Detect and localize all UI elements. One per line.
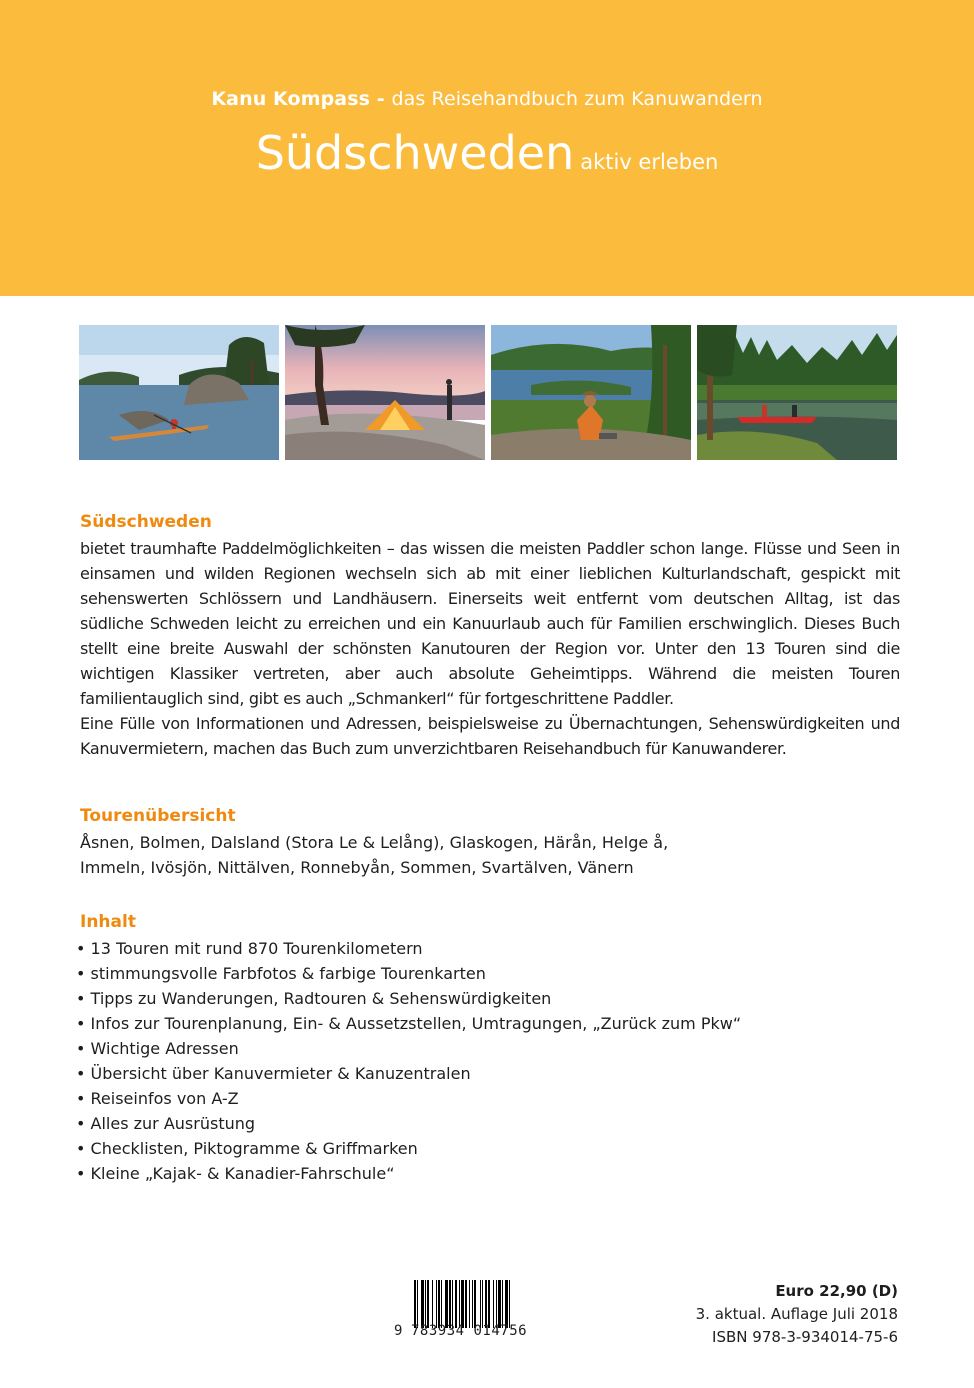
list-item: • Übersicht über Kanuvermieter & Kanuzentralen	[76, 1061, 896, 1086]
list-item: • Kleine „Kajak- & Kanadier-Fahrschule“	[76, 1161, 896, 1186]
intro-paragraph-2: Eine Fülle von Informationen und Adressen, beispielsweise zu Übernachtungen, Sehenswürdigkeiten und Kanuvermietern, machen das Buch zum unverzichtbaren Reisehandbuch für Kanuwanderer.	[80, 714, 900, 758]
book-title-main: Südschweden	[255, 126, 575, 180]
tours-line-2: Immeln, Ivösjön, Nittälven, Ronnebyån, Sommen, Svartälven, Vänern	[80, 858, 634, 877]
series-subtitle	[0, 88, 974, 110]
list-item: • Alles zur Ausrüstung	[76, 1111, 896, 1136]
contents-list	[76, 936, 896, 1186]
price-block	[696, 1280, 898, 1349]
intro-paragraph-1: bietet traumhafte Paddelmöglichkeiten – das wissen die meisten Paddler schon lange. Flüsse und Seen in einsamen und wilden Regionen wechseln sich ab mit einer lieblichen Kulturlandschaft, gespickt mit sehenswerten Schlössern und Landhäusern. Einerseits weit entfernt vom deutschen Alltag, ist das südliche Schweden leicht zu erreichen und ein Kanuurlaub auch für Familien erschwinglich. Dieses Buch stellt eine breite Auswahl der schönsten Kanutouren der Region vor. Unter den 13 Touren sind die wichtigen Klassiker vertreten, aber auch absolute Geheimtipps. Während die meisten Touren familientauglich sind, gibt es auch „Schmankerl“ für fortgeschrittene Paddler.	[80, 539, 900, 708]
book-title-tagline: aktiv erleben	[580, 150, 719, 174]
list-item: • stimmungsvolle Farbfotos & farbige Tourenkarten	[76, 961, 896, 986]
edition-label: 3. aktual. Auflage Juli 2018	[695, 1305, 898, 1323]
kayak-on-lake-photo	[79, 325, 279, 460]
price-label: Euro 22,90 (D)	[775, 1282, 898, 1300]
series-dash: -	[370, 88, 392, 110]
photo-strip	[79, 325, 899, 460]
barcode-bars	[414, 1280, 564, 1328]
list-item: • Infos zur Tourenplanung, Ein- & Aussetzstellen, Umtragungen, „Zurück zum Pkw“	[76, 1011, 896, 1036]
barcode-digits: 783934 014756	[411, 1323, 528, 1339]
series-tagline: das Reisehandbuch zum Kanuwandern	[391, 88, 763, 110]
book-title	[0, 126, 974, 180]
tours-list	[80, 830, 900, 880]
isbn-barcode	[394, 1280, 570, 1346]
hiker-overlooking-lake-photo	[491, 325, 691, 460]
intro-text	[80, 536, 900, 761]
contents-heading: Inhalt	[80, 912, 136, 932]
isbn-label: ISBN 978-3-934014-75-6	[712, 1328, 898, 1346]
tent-on-rocks-photo	[285, 325, 485, 460]
barcode-first-digit: 9	[394, 1323, 403, 1339]
header-banner	[0, 0, 974, 296]
tours-line-1: Åsnen, Bolmen, Dalsland (Stora Le & Lelång), Glaskogen, Härån, Helge å,	[80, 833, 669, 852]
red-canoe-on-river-photo	[697, 325, 897, 460]
series-brand: Kanu Kompass	[211, 88, 371, 110]
list-item: • 13 Touren mit rund 870 Tourenkilometern	[76, 936, 896, 961]
list-item: • Wichtige Adressen	[76, 1036, 896, 1061]
intro-heading: Südschweden	[80, 512, 212, 532]
list-item: • Checklisten, Piktogramme & Griffmarken	[76, 1136, 896, 1161]
list-item: • Tipps zu Wanderungen, Radtouren & Sehenswürdigkeiten	[76, 986, 896, 1011]
tours-heading: Tourenübersicht	[80, 806, 236, 826]
list-item: • Reiseinfos von A-Z	[76, 1086, 896, 1111]
